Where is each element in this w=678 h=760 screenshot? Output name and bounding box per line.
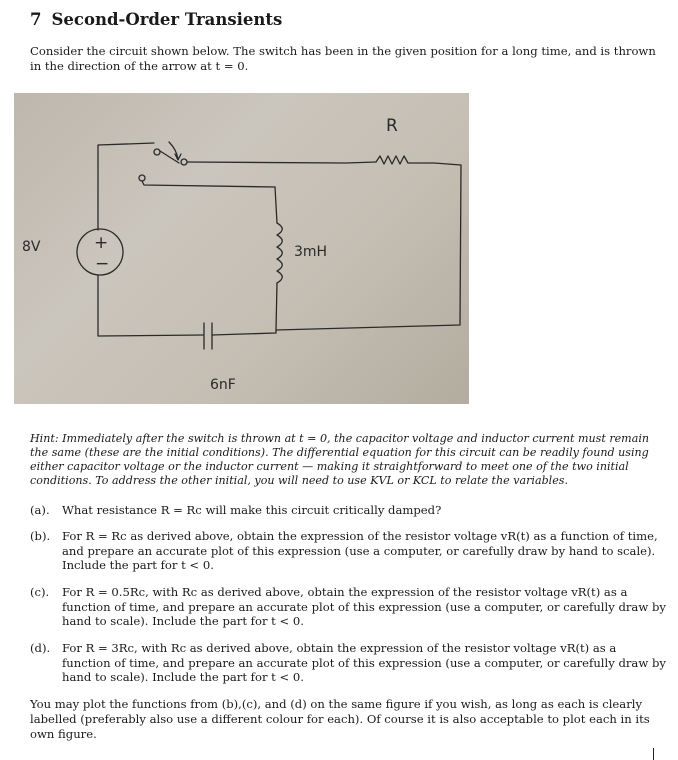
- source-plus-label: +: [94, 233, 109, 253]
- question-text: For R = 0.5Rc, with Rc as derived above, obtain the expression of the resistor voltage vR(t) as a function of time, and prepare an accurate plot of this expression (use a computer, or carefully draw by hand to scale). Include the part for t < 0.: [62, 585, 666, 628]
- question-text: For R = 3Rc, with Rc as derived above, obtain the expression of the resistor voltage vR(t) as a function of time, and prepare an accurate plot of this expression (use a computer, or carefully draw by hand to scale). Include the part for t < 0.: [62, 641, 666, 684]
- question-a: [30, 503, 666, 518]
- capacitor-label: 6nF: [210, 377, 236, 393]
- hint-paragraph: Hint: Immediately after the switch is thrown at t = 0, the capacitor voltage and inductor current must remain the same (these are the initial conditions). The differential equation for this circuit can be readily found using either capacitor voltage or the inductor current — making it straightforward to meet one of the two initial conditions. To address the other initial, you will need to use KVL or KCL to relate the variables.: [30, 432, 650, 487]
- question-c: [30, 585, 666, 629]
- question-label: (c).: [30, 585, 50, 599]
- section-title: Second-Order Transients: [51, 10, 283, 29]
- question-b: [30, 529, 666, 573]
- section-number: 7: [30, 10, 42, 29]
- resistor-label: R: [386, 116, 398, 136]
- source-minus-label: −: [95, 254, 110, 274]
- closing-paragraph: You may plot the functions from (b),(c), and (d) on the same figure if you wish, as long as each is clearly labelled (preferably also use a different colour for each). Of course it is also acceptable to plot each in its own figure.: [30, 697, 650, 741]
- question-label: (d).: [30, 641, 51, 655]
- question-d: [30, 641, 666, 685]
- question-text: What resistance R = Rc will make this circuit critically damped?: [62, 503, 442, 517]
- text-cursor: [653, 748, 654, 760]
- question-label: (b).: [30, 529, 51, 543]
- circuit-photo: [14, 93, 469, 404]
- question-label: (a).: [30, 503, 50, 517]
- inductor-label: 3mH: [294, 244, 328, 260]
- section-heading: [30, 10, 282, 29]
- question-text: For R = Rc as derived above, obtain the expression of the resistor voltage vR(t) as a function of time, and prepare an accurate plot of this expression (use a computer, or carefully draw by hand to scale). Include the part for t < 0.: [62, 529, 658, 572]
- intro-paragraph: Consider the circuit shown below. The switch has been in the given position for a long time, and is thrown in the direction of the arrow at t = 0.: [30, 44, 656, 73]
- source-voltage-label: 8V: [22, 239, 41, 255]
